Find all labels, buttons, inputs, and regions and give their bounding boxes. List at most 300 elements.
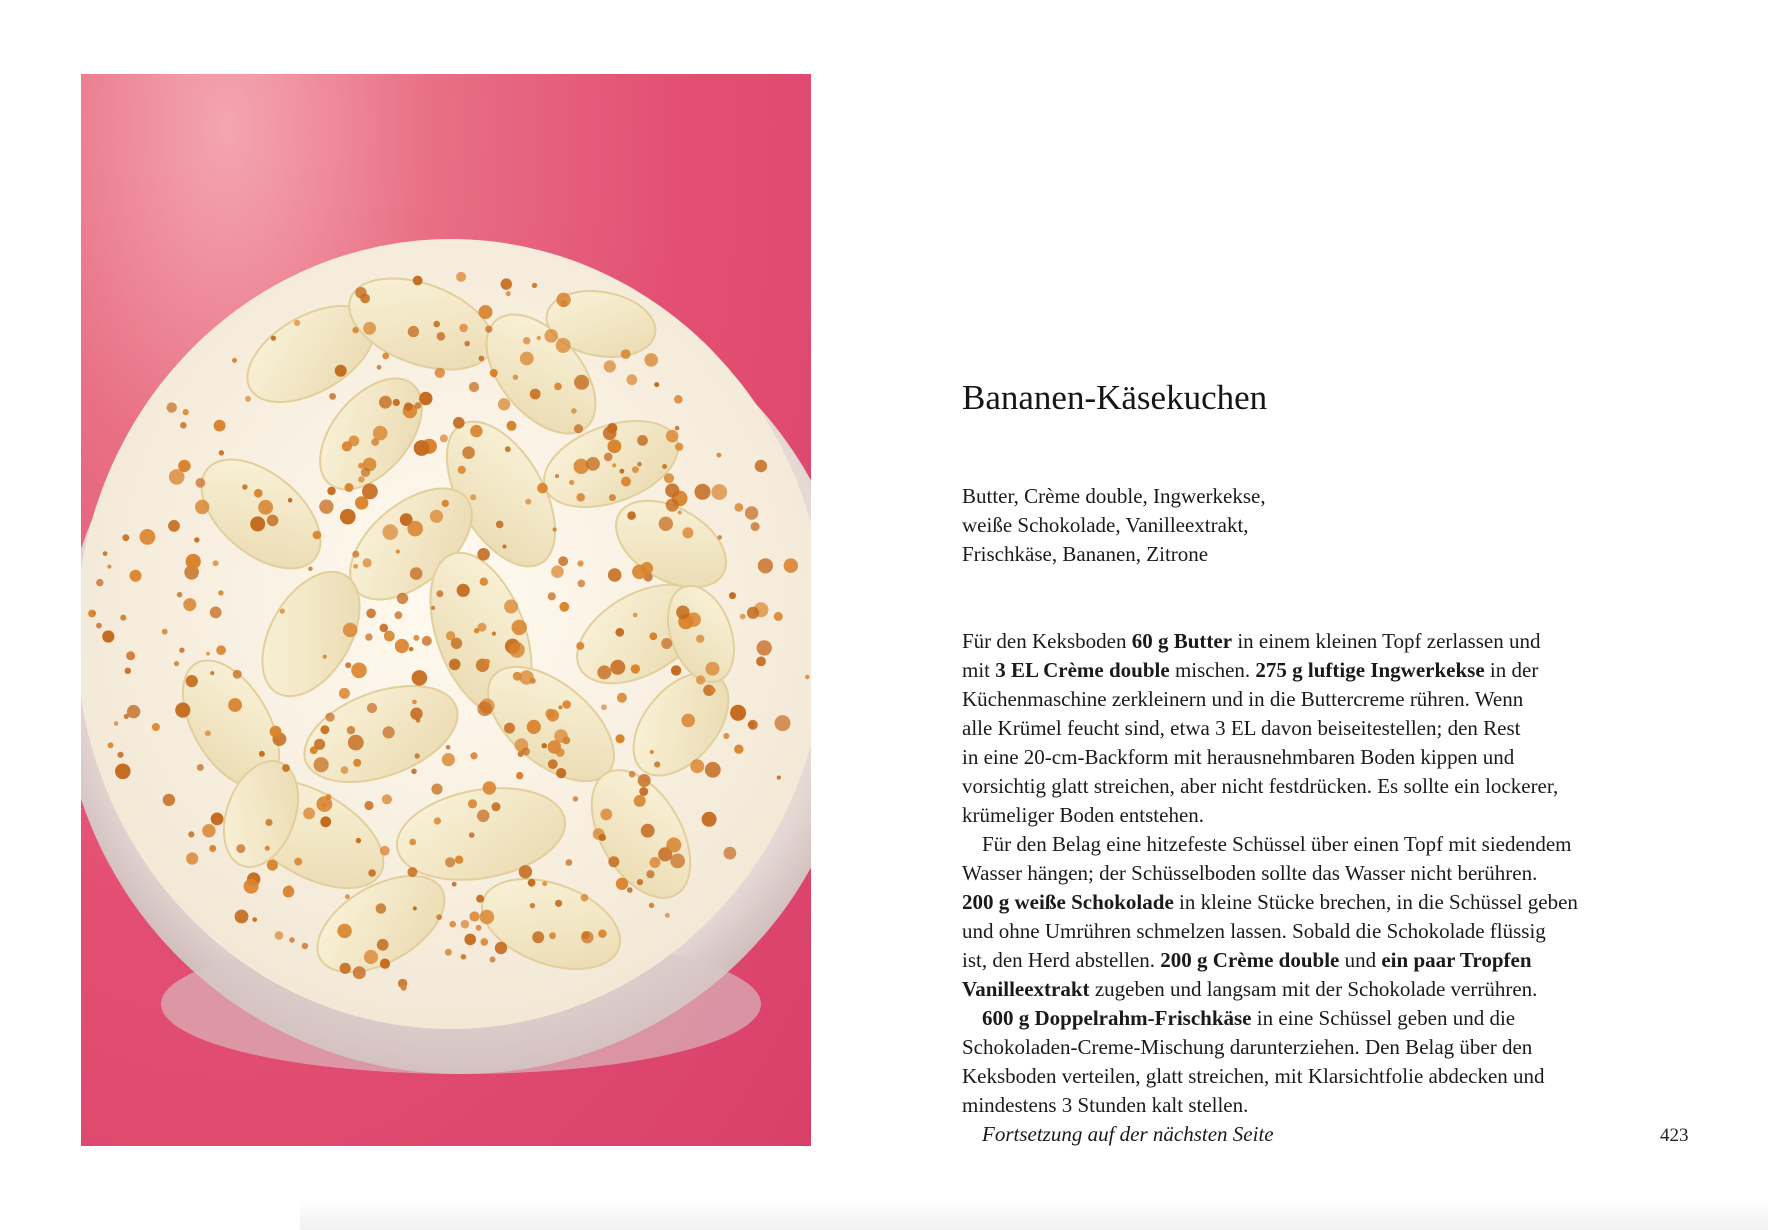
method-line <box>962 888 1662 917</box>
method-line <box>962 1033 1662 1062</box>
crumb <box>485 326 492 333</box>
crumb <box>210 671 214 675</box>
crumb <box>675 443 683 451</box>
crumb <box>115 764 131 780</box>
crumb <box>504 600 518 614</box>
crumb <box>186 554 201 569</box>
crumb <box>380 846 390 856</box>
crumb <box>775 715 791 731</box>
crumb <box>604 453 613 462</box>
crumb <box>513 375 518 380</box>
crumb <box>395 611 403 619</box>
crumb <box>710 688 715 693</box>
crumb <box>209 845 216 852</box>
crumb <box>431 606 435 610</box>
crumb <box>542 743 547 748</box>
crumb <box>362 484 378 500</box>
method-text-run: ist, den Herd abstellen. <box>962 948 1161 972</box>
crumb <box>717 535 722 540</box>
crumb <box>379 396 392 409</box>
crumb <box>537 336 541 340</box>
crumb <box>127 705 140 718</box>
ingredient-line: Butter, Crème double, Ingwerkekse, <box>962 484 1266 508</box>
crumb <box>353 564 358 569</box>
crumb <box>114 721 119 726</box>
crumb <box>556 338 571 353</box>
crumb <box>470 752 477 759</box>
crumb <box>757 640 772 655</box>
crumb <box>360 294 370 304</box>
crumb <box>326 713 335 722</box>
method-text-run: in der <box>1484 658 1539 682</box>
crumb <box>430 510 443 523</box>
crumb <box>676 606 690 620</box>
crumb <box>265 819 272 826</box>
method-text-run: Für den Belag eine hitzefeste Schüssel über einen Topf mit siedendem <box>982 832 1572 856</box>
crumb <box>410 567 423 580</box>
crumb <box>435 368 445 378</box>
crumb <box>449 921 456 928</box>
crumb <box>627 511 636 520</box>
crumb <box>120 615 126 621</box>
crumb <box>437 332 446 341</box>
crumb <box>323 655 327 659</box>
crumb <box>214 420 226 432</box>
crumb <box>525 499 531 505</box>
crumb <box>464 341 470 347</box>
crumb <box>599 834 606 841</box>
crumb <box>267 860 278 871</box>
crumb <box>675 426 680 431</box>
crumb <box>650 750 654 754</box>
crumb <box>638 774 651 787</box>
crumb <box>532 931 544 943</box>
crumb <box>380 959 390 969</box>
crumb <box>616 878 628 890</box>
crumb <box>393 399 400 406</box>
crumb <box>740 614 746 620</box>
crumb <box>586 457 600 471</box>
crumb <box>449 659 461 671</box>
crumb <box>729 592 736 599</box>
crumb <box>352 551 359 558</box>
crumb <box>440 434 448 442</box>
crumb <box>476 925 482 931</box>
crumb <box>569 480 574 485</box>
crumb <box>556 768 566 778</box>
crumb <box>516 772 523 779</box>
crumb <box>574 375 589 390</box>
crumb <box>481 938 489 946</box>
crumb <box>734 745 743 754</box>
crumb <box>235 910 249 924</box>
crumb <box>492 632 496 636</box>
crumb <box>446 745 451 750</box>
crumb <box>122 534 129 541</box>
crumb <box>662 464 667 469</box>
crumb <box>464 934 476 946</box>
method-line <box>962 1004 1662 1033</box>
method-text-run: und <box>1339 948 1382 972</box>
crumb <box>566 859 573 866</box>
crumb <box>504 723 515 734</box>
crumb <box>730 705 746 721</box>
crumb <box>455 856 463 864</box>
crumb <box>219 450 224 455</box>
crumb <box>314 739 325 750</box>
crumb <box>152 723 160 731</box>
crumb <box>397 593 408 604</box>
crumb <box>598 930 606 938</box>
crumb <box>197 764 204 771</box>
crumb <box>294 858 302 866</box>
ingredient-line: Frischkäse, Bananen, Zitrone <box>962 542 1209 566</box>
crumb <box>600 809 612 821</box>
crumb <box>356 838 361 843</box>
method-text-run: zugeben und langsam mit der Schokolade verrühren. <box>1089 977 1538 1001</box>
crumb <box>126 651 135 660</box>
crumb <box>556 748 565 757</box>
crumb <box>308 567 313 572</box>
crumb <box>649 632 657 640</box>
crumb <box>553 528 557 532</box>
crumb <box>777 775 781 779</box>
crumb <box>555 900 562 907</box>
method-text-run: mit <box>962 658 996 682</box>
method-line <box>962 1091 1662 1120</box>
crumb <box>608 856 619 867</box>
crumb <box>345 894 350 899</box>
crumb <box>659 517 673 531</box>
crumb <box>282 764 290 772</box>
crumb <box>468 799 477 808</box>
crumb <box>610 660 625 675</box>
crumb <box>528 879 536 887</box>
crumb <box>368 869 376 877</box>
crumb <box>459 324 468 333</box>
method-text-run: Schokoladen-Creme-Mischung darunterziehen. Den Belag über den <box>962 1035 1533 1059</box>
crumb <box>758 558 773 573</box>
crumb <box>632 466 639 473</box>
crumb <box>404 402 413 411</box>
crumb <box>542 881 547 886</box>
crumb <box>265 846 270 851</box>
crumb <box>107 565 111 569</box>
crumb <box>747 607 759 619</box>
crumb <box>681 714 695 728</box>
crumb <box>615 628 624 637</box>
crumb <box>365 633 372 640</box>
crumb <box>503 545 507 549</box>
method-line <box>962 685 1662 714</box>
crumb <box>639 787 648 796</box>
crumb <box>210 607 222 619</box>
crumb <box>556 293 570 307</box>
ingredient-amount: 600 g Doppelrahm-Frischkäse <box>982 1006 1252 1030</box>
ingredient-amount: 200 g Crème double <box>1160 948 1340 972</box>
crumb <box>108 742 114 748</box>
crumb <box>637 435 648 446</box>
crumb <box>382 353 389 360</box>
method-line <box>962 656 1662 685</box>
crumb <box>597 665 611 679</box>
crumb <box>409 839 416 846</box>
crumb <box>401 985 407 991</box>
crumb <box>469 911 479 921</box>
method-text-run: vorsichtig glatt streichen, aber nicht festdrücken. Es sollte ein lockerer, <box>962 774 1559 798</box>
crumb <box>523 337 530 344</box>
crumb <box>612 463 616 467</box>
crumb <box>478 623 487 632</box>
crumb <box>294 320 300 326</box>
crumb <box>288 498 293 503</box>
crumb <box>661 638 672 649</box>
method-line <box>962 917 1662 946</box>
crumb <box>168 520 180 532</box>
crumb <box>456 272 466 282</box>
crumb <box>411 769 417 775</box>
method-text-run: alle Krümel feucht sind, etwa 3 EL davon beiseitestellen; den Rest <box>962 716 1521 740</box>
crumb <box>548 592 556 600</box>
crumb <box>270 726 282 738</box>
crumb <box>283 886 295 898</box>
crumb <box>458 466 466 474</box>
crumb <box>103 551 108 556</box>
crumb <box>419 392 432 405</box>
crumb <box>407 867 417 877</box>
crumb <box>163 794 175 806</box>
crumb <box>554 729 568 743</box>
crumb <box>578 580 586 588</box>
cheesecake-illustration <box>81 74 811 1146</box>
crumb <box>433 321 440 328</box>
crumb <box>555 474 559 478</box>
crumb <box>690 759 704 773</box>
crumb <box>382 524 398 540</box>
crumb <box>649 903 654 908</box>
crumb <box>275 931 284 940</box>
crumb <box>340 509 356 525</box>
crumb <box>174 661 179 666</box>
crumb <box>446 631 455 640</box>
crumb <box>530 389 541 400</box>
crumb <box>177 592 183 598</box>
crumb <box>377 939 389 951</box>
method-text-run: krümeliger Boden entstehen. <box>962 803 1205 827</box>
ingredient-line: weiße Schokolade, Vanilleextrakt, <box>962 513 1249 537</box>
crumb <box>646 870 654 878</box>
crumb <box>259 751 265 757</box>
crumb <box>361 468 370 477</box>
crumb <box>530 903 535 908</box>
crumb <box>696 635 704 643</box>
crumb <box>735 503 744 512</box>
method-text-run: in einem kleinen Topf zerlassen und <box>1232 629 1541 653</box>
crumb <box>476 895 484 903</box>
crumb <box>492 802 501 811</box>
crumb <box>96 623 102 629</box>
crumb <box>364 950 378 964</box>
crumb <box>329 393 336 400</box>
crumb <box>317 796 333 812</box>
crumb <box>206 652 210 656</box>
crumb <box>601 704 607 710</box>
crumb <box>574 424 583 433</box>
crumb <box>125 668 131 674</box>
crumb <box>696 675 705 684</box>
crumb <box>377 365 382 370</box>
crumb <box>756 657 766 667</box>
crumb <box>436 590 443 597</box>
crumb <box>320 725 329 734</box>
crumb <box>415 402 422 409</box>
crumb <box>629 771 636 778</box>
method-text-run: in kleine Stücke brechen, in die Schüssel geben <box>1173 890 1578 914</box>
crumb <box>178 460 190 472</box>
crumb <box>313 531 322 540</box>
crumb <box>442 753 455 766</box>
crumb <box>343 623 358 638</box>
crumb <box>179 648 184 653</box>
crumb <box>462 446 475 459</box>
crumb <box>480 910 495 925</box>
crumb <box>650 857 661 868</box>
crumb <box>469 382 479 392</box>
crumb <box>559 602 569 612</box>
crumb <box>186 852 198 864</box>
crumb <box>479 356 485 362</box>
crumb <box>413 276 423 286</box>
crumb <box>413 906 417 910</box>
ingredient-amount: 3 EL Crème double <box>995 658 1170 682</box>
crumb <box>442 500 449 507</box>
crumb <box>609 494 616 501</box>
ingredient-amount: 200 g weiße Schokolade <box>962 890 1174 914</box>
crumb <box>506 291 511 296</box>
crumb <box>363 322 376 335</box>
method-line <box>962 714 1662 743</box>
page-edge-shadow <box>300 1200 1768 1230</box>
crumb <box>723 733 729 739</box>
crumb <box>130 570 142 582</box>
crumb <box>445 857 455 867</box>
crumb <box>445 949 452 956</box>
crumb <box>554 383 562 391</box>
crumb <box>412 670 428 686</box>
crumb <box>337 924 351 938</box>
crumb <box>537 483 548 494</box>
crumb <box>748 721 755 728</box>
crumb <box>527 720 541 734</box>
method-line <box>962 627 1662 656</box>
crumb <box>340 963 351 974</box>
crumb <box>551 565 564 578</box>
crumb <box>396 550 400 554</box>
crumb <box>140 529 156 545</box>
crumb <box>96 579 103 586</box>
crumb <box>666 499 679 512</box>
crumb <box>664 473 674 483</box>
crumb <box>549 932 556 939</box>
crumb <box>512 620 527 635</box>
crumb <box>641 824 655 838</box>
method-text-run: mindestens 3 Stunden kalt stellen. <box>962 1093 1249 1117</box>
crumb <box>289 937 295 943</box>
crumb <box>509 642 525 658</box>
crumb <box>195 500 209 514</box>
crumb <box>671 665 681 675</box>
crumb <box>544 329 558 343</box>
crumb <box>626 374 637 385</box>
crumb <box>751 522 760 531</box>
crumb <box>216 645 226 655</box>
method-text <box>962 627 1662 1149</box>
method-text-run: mischen. <box>1169 658 1256 682</box>
crumb <box>267 515 279 527</box>
crumb <box>353 966 366 979</box>
crumb <box>351 663 367 679</box>
crumb <box>532 283 537 288</box>
crumb <box>654 761 660 767</box>
crumb <box>507 421 517 431</box>
crumb <box>352 327 358 333</box>
crumb <box>637 879 643 885</box>
crumb <box>520 352 534 366</box>
crumb <box>414 440 430 456</box>
crumb <box>347 726 355 734</box>
method-line <box>962 772 1662 801</box>
crumb <box>102 630 114 642</box>
crumb <box>376 903 387 914</box>
ingredient-amount: Vanilleextrakt <box>962 977 1090 1001</box>
crumb <box>627 887 633 893</box>
crumb <box>452 882 457 887</box>
crumb <box>211 813 224 826</box>
crumb <box>621 349 631 359</box>
crumb <box>380 624 389 633</box>
crumb <box>577 560 583 566</box>
crumb <box>202 824 215 837</box>
crumb <box>412 700 417 705</box>
crumb <box>608 439 622 453</box>
crumb <box>196 478 206 488</box>
crumb <box>470 494 476 500</box>
crumb <box>457 584 470 597</box>
crumb <box>644 353 658 367</box>
crumb <box>363 558 372 567</box>
crumb <box>678 510 682 514</box>
crumb <box>706 662 720 676</box>
method-text-run: Für den Keksboden <box>962 629 1132 653</box>
crumb <box>477 810 490 823</box>
method-text-run: Keksboden verteilen, glatt streichen, mit Klarsichtfolie abdecken und <box>962 1064 1545 1088</box>
crumb <box>228 698 242 712</box>
crumb <box>383 726 395 738</box>
crumb <box>188 831 194 837</box>
crumb <box>665 913 670 918</box>
crumb <box>244 879 259 894</box>
crumb <box>617 693 627 703</box>
crumb <box>484 659 490 665</box>
crumb <box>571 408 577 414</box>
crumb <box>431 784 442 795</box>
crumb <box>576 642 584 650</box>
method-line <box>962 830 1662 859</box>
crumb <box>395 639 409 653</box>
crumb <box>608 568 622 582</box>
crumb <box>711 484 727 500</box>
crumb <box>232 358 237 363</box>
